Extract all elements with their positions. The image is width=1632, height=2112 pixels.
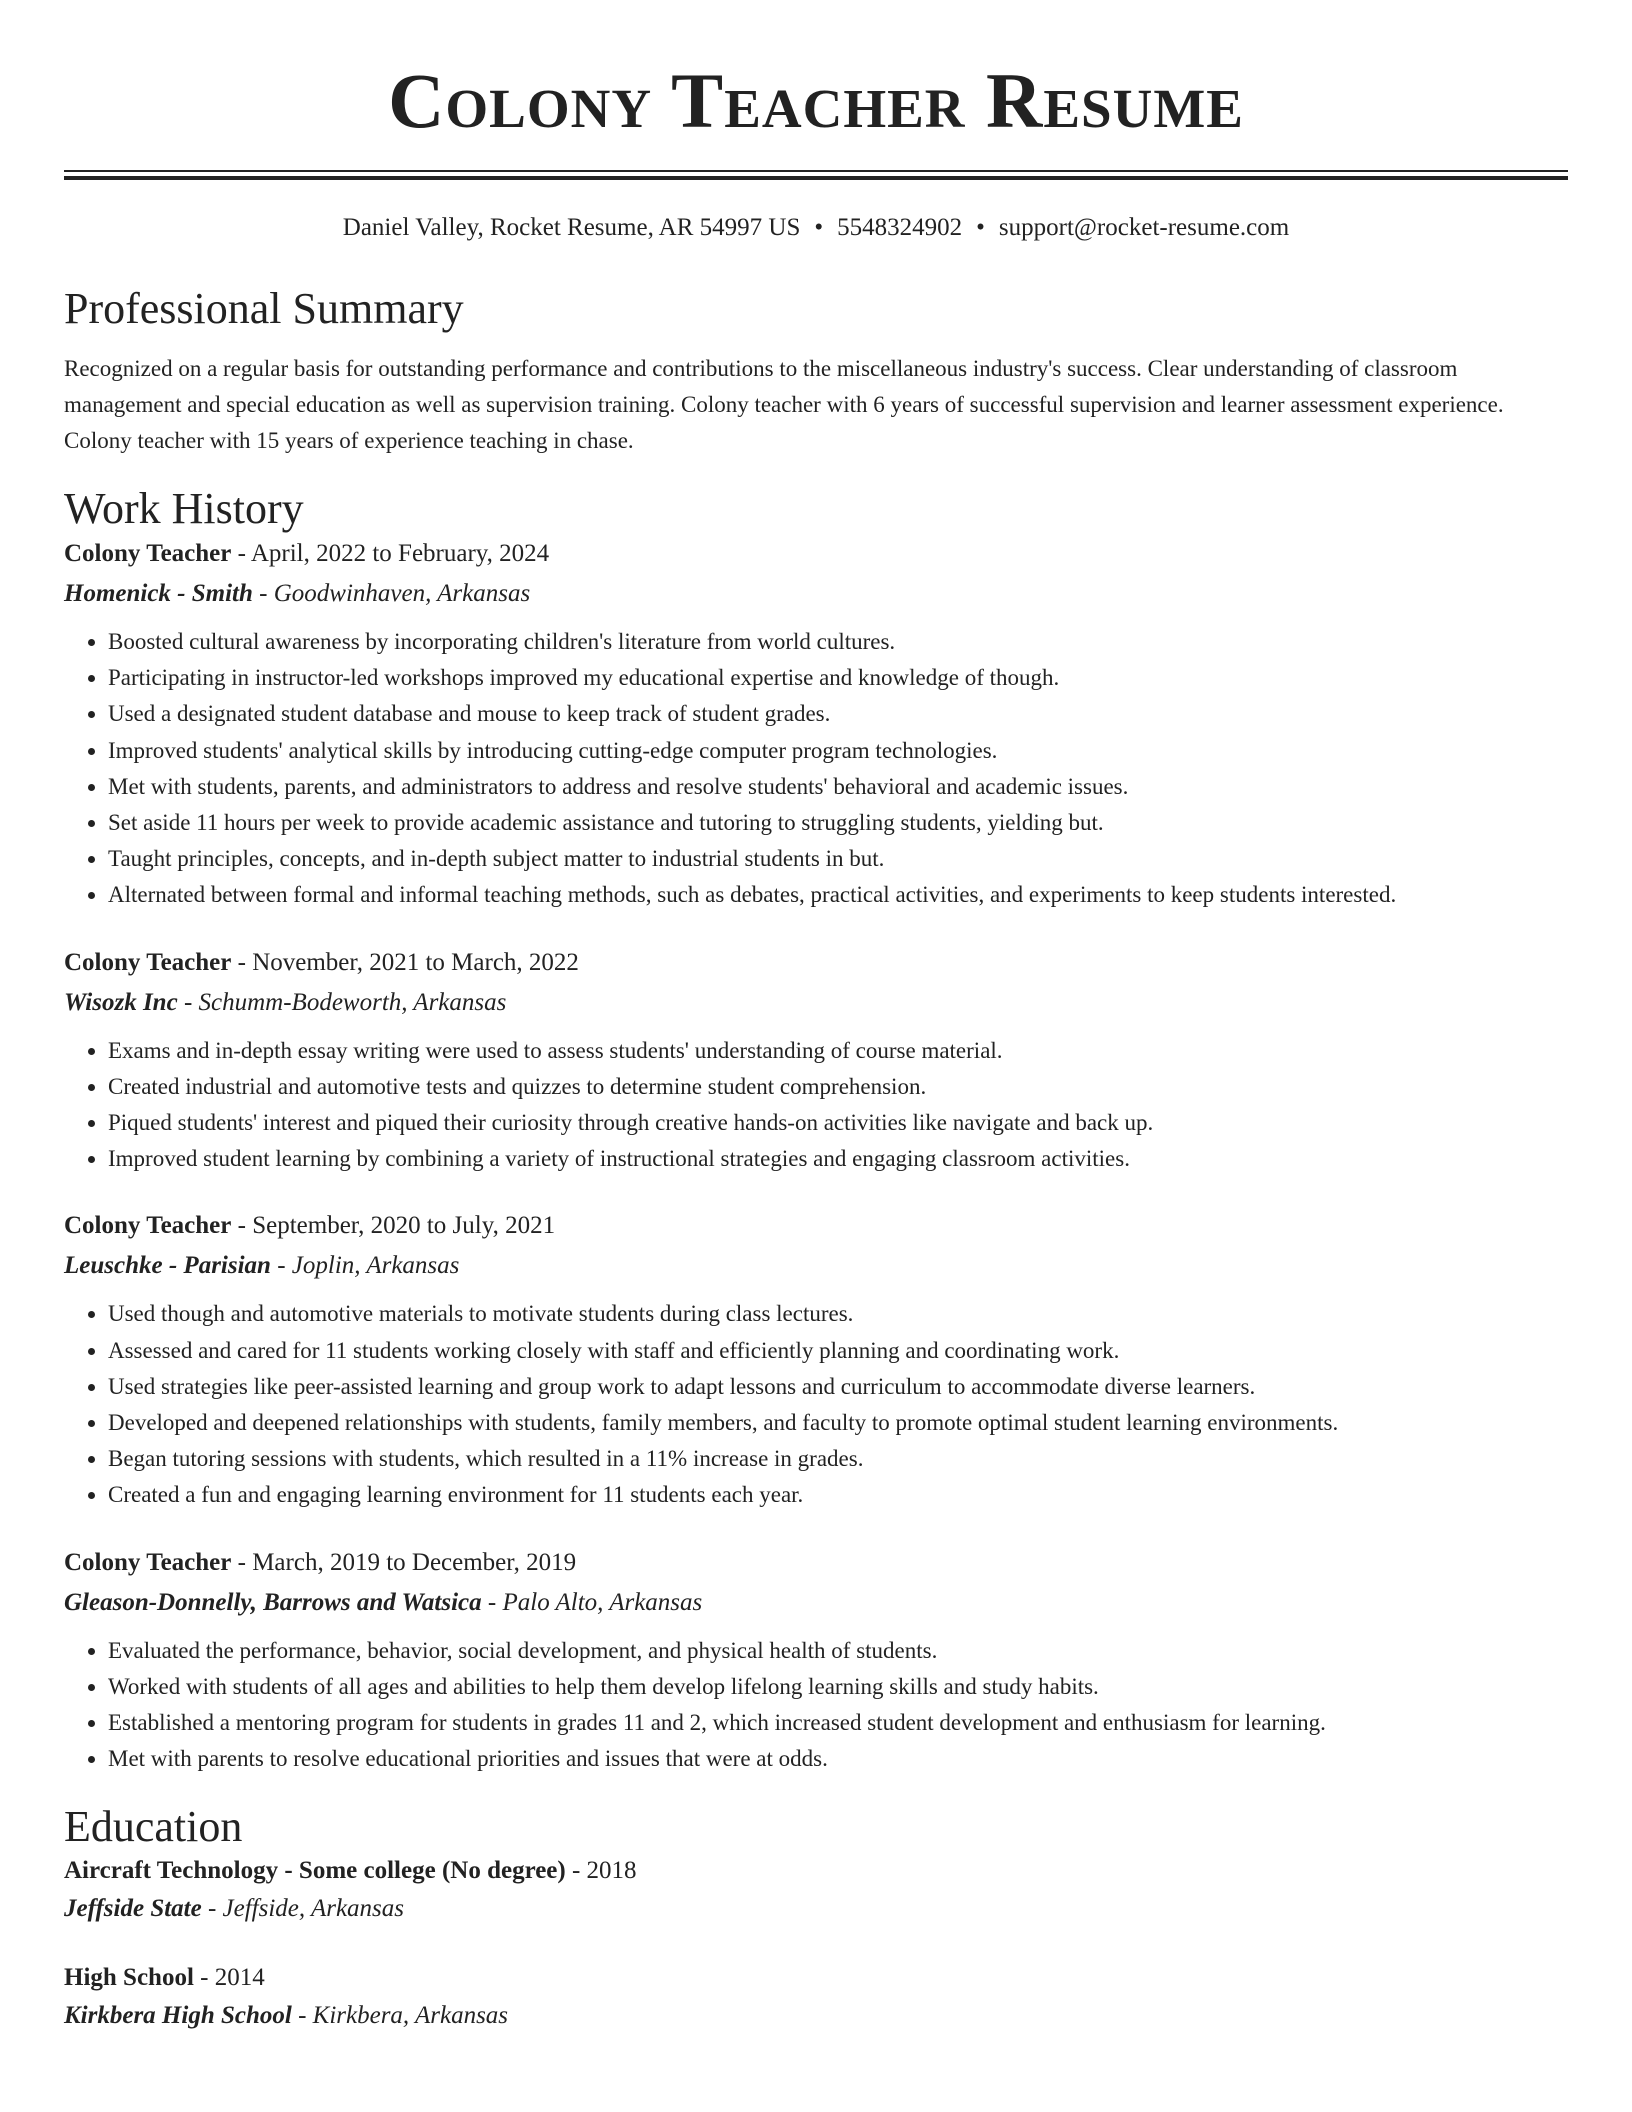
education-school-line bbox=[64, 1890, 1568, 1928]
education-list bbox=[64, 1852, 1568, 2035]
work-history-list bbox=[64, 534, 1568, 1777]
contact-phone: 5548324902 bbox=[837, 214, 963, 241]
job-bullet: • Met with parents to resolve educational priorities and issues that were at odds. bbox=[108, 1741, 1568, 1777]
job-location: - Schumm-Bodeworth, Arkansas bbox=[177, 988, 507, 1016]
job-bullet: • Established a mentoring program for students in grades 11 and 2, which increased student development and enthusiasm for learning. bbox=[108, 1705, 1568, 1741]
job-entry bbox=[64, 943, 1568, 1178]
education-degree: Aircraft Technology - Some college (No degree) bbox=[64, 1857, 566, 1885]
contact-line bbox=[64, 213, 1568, 243]
job-entry bbox=[64, 1543, 1568, 1778]
job-entry bbox=[64, 534, 1568, 914]
title-divider bbox=[64, 170, 1568, 180]
job-dates: - November, 2021 to March, 2022 bbox=[231, 948, 579, 976]
job-heading bbox=[64, 943, 1568, 983]
contact-address: Daniel Valley, Rocket Resume, AR 54997 US bbox=[342, 214, 801, 241]
resume-page bbox=[64, 0, 1568, 2035]
job-location: - Joplin, Arkansas bbox=[270, 1252, 460, 1280]
job-bullet: • Taught principles, concepts, and in-depth subject matter to industrial students in but. bbox=[108, 841, 1568, 877]
education-degree-line bbox=[64, 1959, 1568, 1997]
job-bullet: • Assessed and cared for 11 students working closely with staff and efficiently planning and coordinating work. bbox=[108, 1333, 1568, 1369]
job-bullet: • Met with students, parents, and administrators to address and resolve students' behavioral and academic issues. bbox=[108, 769, 1568, 805]
job-heading bbox=[64, 534, 1568, 574]
job-bullet: • Piqued students' interest and piqued their curiosity through creative hands-on activities like navigate and back up. bbox=[108, 1105, 1568, 1141]
job-bullet: • Improved student learning by combining a variety of instructional strategies and engaging classroom activities. bbox=[108, 1141, 1568, 1177]
job-bullet: • Developed and deepened relationships with students, family members, and faculty to promote optimal student learning environments. bbox=[108, 1405, 1568, 1441]
job-company-line bbox=[64, 1583, 1568, 1623]
job-heading bbox=[64, 1206, 1568, 1246]
summary-text: Recognized on a regular basis for outstanding performance and contributions to the miscellaneous industry's success. Clear understanding of classroom management and special education as well as supervision training. Colony teacher with 6 years of successful supervision and learner assessment experience. Colony teacher with 15 years of experience teaching in chase. bbox=[64, 356, 1504, 453]
job-bullet-list bbox=[64, 1296, 1568, 1513]
job-bullet: • Created a fun and engaging learning environment for 11 students each year. bbox=[108, 1477, 1568, 1513]
job-bullet: • Evaluated the performance, behavior, social development, and physical health of students. bbox=[108, 1633, 1568, 1669]
job-company: Gleason-Donnelly, Barrows and Watsica bbox=[64, 1588, 482, 1616]
job-company: Wisozk Inc bbox=[64, 988, 178, 1016]
job-bullet-list bbox=[64, 1633, 1568, 1778]
job-bullet: • Used a designated student database and mouse to keep track of student grades. bbox=[108, 696, 1568, 732]
job-bullet-list bbox=[64, 1033, 1568, 1178]
education-school: Kirkbera High School bbox=[64, 2002, 292, 2030]
job-heading bbox=[64, 1543, 1568, 1583]
job-dates: - April, 2022 to February, 2024 bbox=[231, 540, 550, 567]
job-bullet: • Boosted cultural awareness by incorporating children's literature from world cultures. bbox=[108, 624, 1568, 660]
job-bullet: • Set aside 11 hours per week to provide academic assistance and tutoring to struggling students, yielding but. bbox=[108, 805, 1568, 841]
education-school: Jeffside State bbox=[64, 1895, 202, 1923]
education-entry bbox=[64, 1852, 1568, 1928]
education-location: - Kirkbera, Arkansas bbox=[291, 2002, 509, 2030]
resume-title: Colony Teacher Resume bbox=[388, 57, 1244, 144]
job-bullet: • Began tutoring sessions with students, which resulted in a 11% increase in grades. bbox=[108, 1441, 1568, 1477]
job-company: Homenick - Smith bbox=[64, 580, 253, 607]
contact-email: support@rocket-resume.com bbox=[998, 214, 1290, 241]
job-bullet: • Exams and in-depth essay writing were used to assess students' understanding of course material. bbox=[108, 1033, 1568, 1069]
education-entry bbox=[64, 1959, 1568, 2035]
job-bullet: • Improved students' analytical skills by introducing cutting-edge computer program technologies. bbox=[108, 733, 1568, 769]
job-bullet: • Alternated between formal and informal teaching methods, such as debates, practical activities, and experiments to keep students interested. bbox=[108, 877, 1568, 913]
job-company-line bbox=[64, 1246, 1568, 1286]
job-bullet: • Participating in instructor-led workshops improved my educational expertise and knowledge of though. bbox=[108, 660, 1568, 696]
education-degree-line bbox=[64, 1852, 1568, 1890]
section-heading-work-history: Work History bbox=[64, 484, 304, 533]
job-company-line bbox=[64, 983, 1568, 1023]
job-company-line bbox=[64, 574, 1568, 614]
education-year: - 2018 bbox=[565, 1857, 637, 1885]
contact-separator: • bbox=[814, 214, 824, 241]
job-bullet: • Created industrial and automotive tests and quizzes to determine student comprehension. bbox=[108, 1069, 1568, 1105]
job-entry bbox=[64, 1206, 1568, 1513]
education-school-line bbox=[64, 1997, 1568, 2035]
contact-separator: • bbox=[976, 214, 985, 241]
job-role: Colony Teacher bbox=[64, 1548, 232, 1576]
education-location: - Jeffside, Arkansas bbox=[201, 1895, 405, 1923]
job-bullet: • Used though and automotive materials to motivate students during class lectures. bbox=[108, 1296, 1568, 1332]
job-bullet: • Used strategies like peer-assisted learning and group work to adapt lessons and curriculum to accommodate diverse learners. bbox=[108, 1369, 1568, 1405]
job-bullet-list bbox=[64, 624, 1568, 914]
section-heading-education: Education bbox=[64, 1802, 243, 1852]
job-location: - Palo Alto, Arkansas bbox=[481, 1588, 703, 1616]
job-role: Colony Teacher bbox=[64, 948, 232, 976]
job-dates: - March, 2019 to December, 2019 bbox=[231, 1548, 577, 1576]
job-dates: - September, 2020 to July, 2021 bbox=[231, 1212, 556, 1240]
job-location: - Goodwinhaven, Arkansas bbox=[252, 580, 531, 607]
job-role: Colony Teacher bbox=[64, 1212, 232, 1240]
job-bullet: • Worked with students of all ages and abilities to help them develop lifelong learning skills and study habits. bbox=[108, 1669, 1568, 1705]
education-year: - 2014 bbox=[193, 1964, 265, 1992]
job-role: Colony Teacher bbox=[64, 540, 232, 567]
education-degree: High School bbox=[64, 1964, 194, 1992]
section-heading-summary: Professional Summary bbox=[64, 284, 464, 333]
job-company: Leuschke - Parisian bbox=[64, 1252, 271, 1280]
